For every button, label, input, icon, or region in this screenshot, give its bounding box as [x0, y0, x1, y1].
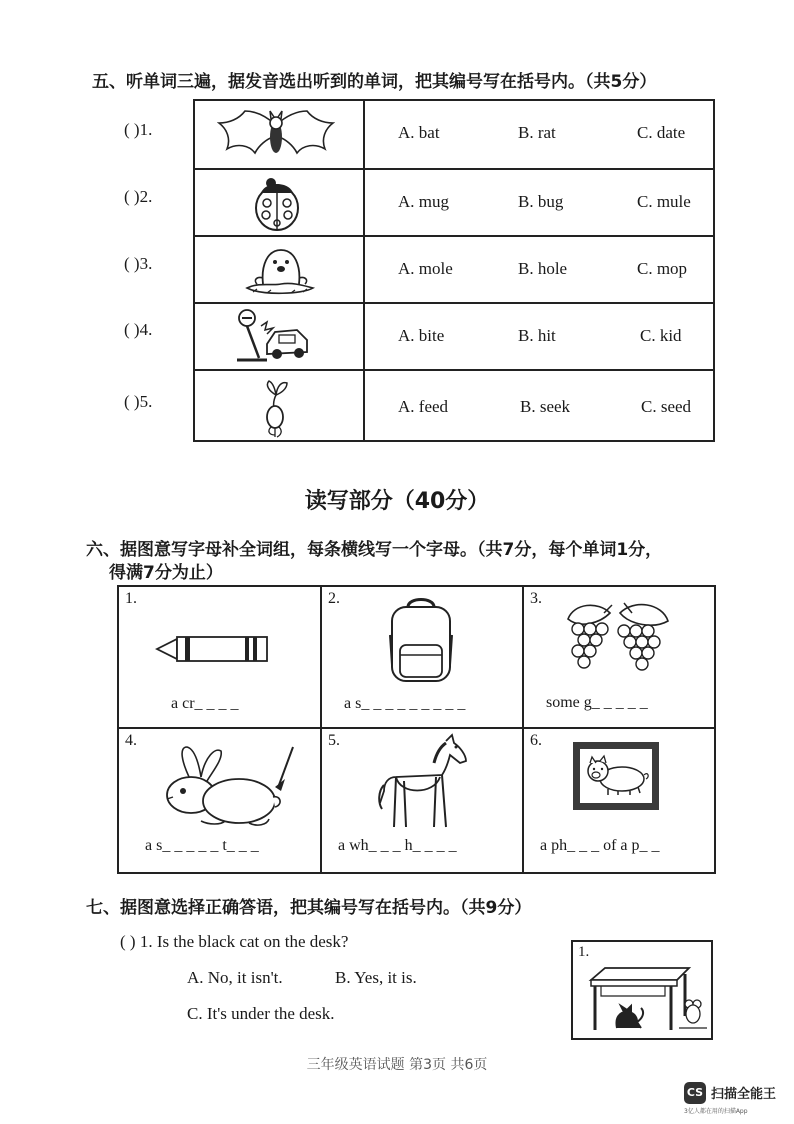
grid-cell	[119, 729, 320, 872]
option-b: B. bug	[518, 192, 564, 211]
option-c: C. date	[637, 123, 686, 142]
bat-icon	[217, 107, 335, 161]
option-b: B. seek	[520, 397, 571, 416]
item-number: ( )3.	[124, 254, 153, 273]
option-a: A. bat	[398, 123, 440, 142]
table-row	[195, 302, 713, 369]
grapes-icon	[564, 599, 672, 679]
option-a: A. mug	[398, 192, 449, 211]
seed-sprout-icon	[261, 377, 291, 439]
option-b: B. hole	[518, 259, 568, 278]
page-footer: 三年级英语试题 第3页 共6页	[306, 1057, 488, 1073]
table-row	[195, 235, 713, 302]
horse-icon	[376, 733, 470, 831]
option-a: A. mole	[398, 259, 453, 278]
option-a: A. feed	[398, 397, 449, 416]
question-stem: ( ) 1. Is the black cat on the desk?	[120, 932, 349, 951]
grid-cell	[322, 729, 522, 872]
item-number: ( )5.	[124, 392, 153, 411]
cell-number: 1.	[125, 590, 137, 607]
section7-heading: 七、据图意选择正确答语，把其编号写在括号内。（共9分）	[86, 898, 532, 918]
cell-caption: a ph_ _ _ of a p_ _	[540, 837, 660, 854]
cell-number: 3.	[530, 590, 542, 607]
section5-heading: 五、听单词三遍，据发音选出听到的单词，把其编号写在括号内。（共5分）	[92, 72, 657, 92]
pig-photo-icon	[572, 741, 660, 811]
table-row	[195, 101, 713, 168]
cell-caption: a cr_ _ _ _	[171, 695, 239, 712]
cell-number: 5.	[328, 732, 340, 749]
cell-number: 2.	[328, 590, 340, 607]
mole-icon	[243, 242, 317, 298]
listening-table	[193, 99, 715, 442]
table-row	[195, 369, 713, 442]
cell-number: 4.	[125, 732, 137, 749]
option-a: A. bite	[398, 326, 445, 345]
cell-caption: a wh_ _ _ h_ _ _ _	[338, 837, 457, 854]
option-c: C. It's under the desk.	[187, 1004, 335, 1023]
question-picture	[571, 940, 713, 1040]
option-b: B. Yes, it is.	[335, 968, 417, 987]
option-c: C. mop	[637, 259, 688, 278]
option-b: B. hit	[518, 326, 556, 345]
grid-cell	[524, 729, 714, 872]
word-completion-grid	[117, 585, 716, 874]
grid-cell	[524, 587, 714, 727]
scanner-app-badge	[684, 1080, 792, 1120]
cat-under-desk-icon	[585, 966, 711, 1036]
ladybug-icon	[251, 175, 303, 233]
cell-number: 6.	[530, 732, 542, 749]
cell-caption: a s_ _ _ _ _ _ _ _ _	[344, 695, 466, 712]
crayon-icon	[155, 633, 271, 665]
schoolbag-icon	[386, 595, 456, 685]
item-number: ( )4.	[124, 320, 153, 339]
item-number: ( )1.	[124, 120, 153, 139]
grid-cell	[119, 587, 320, 727]
option-c: C. seed	[641, 397, 692, 416]
option-c: C. kid	[640, 326, 682, 345]
scanner-app-name: 扫描全能王	[711, 1087, 777, 1102]
section6-heading-line2: 得满7分为止）	[109, 563, 223, 583]
rabbit-tail-icon	[161, 741, 301, 831]
grid-cell	[322, 587, 522, 727]
section6-heading: 六、据图意写字母补全词组，每条横线写一个字母。（共7分，每个单词1分，	[86, 540, 663, 560]
picture-number: 1.	[578, 944, 590, 960]
scanner-app-tagline: 3亿人都在用的扫描App	[684, 1108, 748, 1115]
scanner-logo-icon: CS	[684, 1082, 706, 1104]
table-row	[195, 168, 713, 235]
cell-caption: a s_ _ _ _ _ t_ _ _	[145, 837, 259, 854]
option-a: A. No, it isn't.	[187, 968, 283, 987]
option-c: C. mule	[637, 192, 691, 211]
part-title: 读写部分（40分）	[304, 489, 490, 514]
option-b: B. rat	[518, 123, 556, 142]
car-crash-icon	[233, 308, 315, 366]
item-number: ( )2.	[124, 187, 153, 206]
cell-caption: some g_ _ _ _ _	[546, 694, 648, 711]
